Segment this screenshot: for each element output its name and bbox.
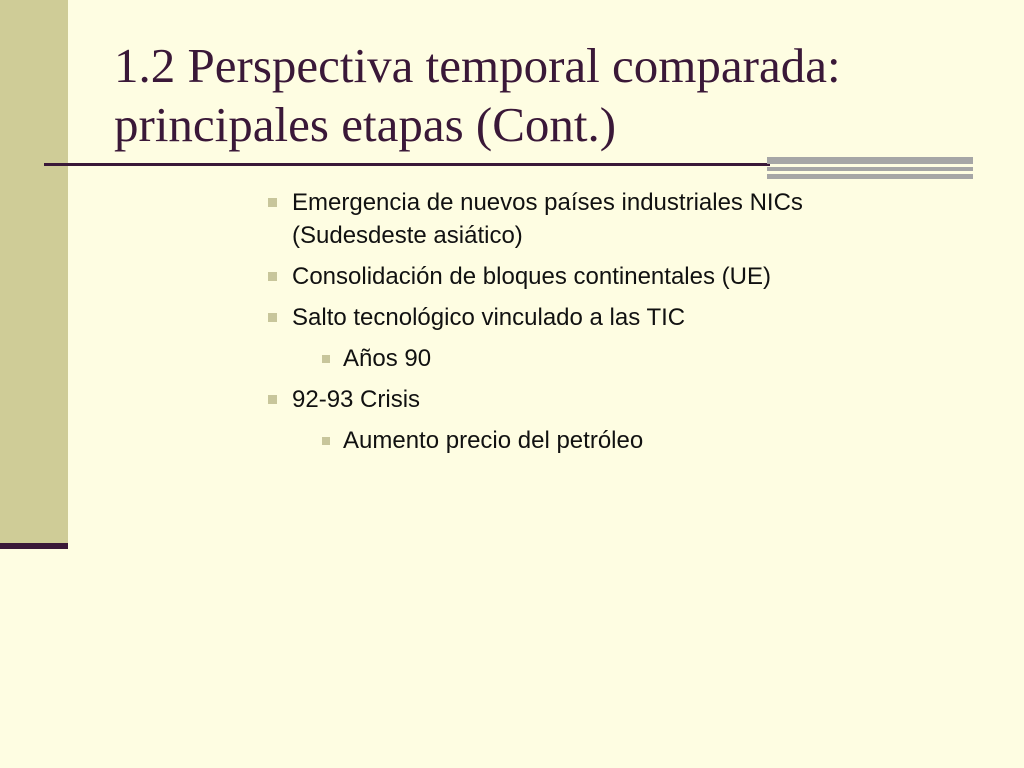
- bullet-text-line: Años 90: [343, 345, 432, 372]
- bullet-item: [266, 383, 966, 416]
- bullet-text-line: Salto tecnológico vinculado a las TIC: [292, 304, 686, 331]
- square-bullet-icon: [268, 395, 277, 404]
- sub-bullet-item: [318, 424, 966, 457]
- square-bullet-icon: [322, 355, 330, 363]
- title-divider-rule: [44, 163, 770, 166]
- slide-title: [114, 36, 994, 154]
- bullet-item: [266, 301, 966, 334]
- accent-stripe: [767, 157, 973, 164]
- square-bullet-icon: [268, 272, 277, 281]
- left-side-bar: [0, 0, 68, 548]
- title-divider-accent: [767, 157, 973, 180]
- bullet-item: [266, 186, 966, 252]
- bullet-text-line: Consolidación de bloques continentales (UE): [292, 263, 771, 290]
- slide-title-line-1: 1.2 Perspectiva temporal comparada:: [114, 38, 841, 93]
- bullet-text-line: (Sudesdeste asiático): [292, 222, 523, 249]
- bullet-text-line: 92-93 Crisis: [292, 386, 421, 413]
- slide-title-line-2: principales etapas (Cont.): [114, 97, 617, 152]
- bullet-text-line: Emergencia de nuevos países industriales NICs: [292, 189, 803, 216]
- square-bullet-icon: [268, 198, 277, 207]
- square-bullet-icon: [268, 313, 277, 322]
- sub-bullet-item: [318, 342, 966, 375]
- accent-stripe: [767, 167, 973, 171]
- square-bullet-icon: [322, 437, 330, 445]
- bullet-item: [266, 260, 966, 293]
- left-side-bar-foot: [0, 543, 68, 549]
- bullet-list: [266, 186, 966, 465]
- bullet-text-line: Aumento precio del petróleo: [343, 427, 644, 454]
- accent-stripe: [767, 174, 973, 179]
